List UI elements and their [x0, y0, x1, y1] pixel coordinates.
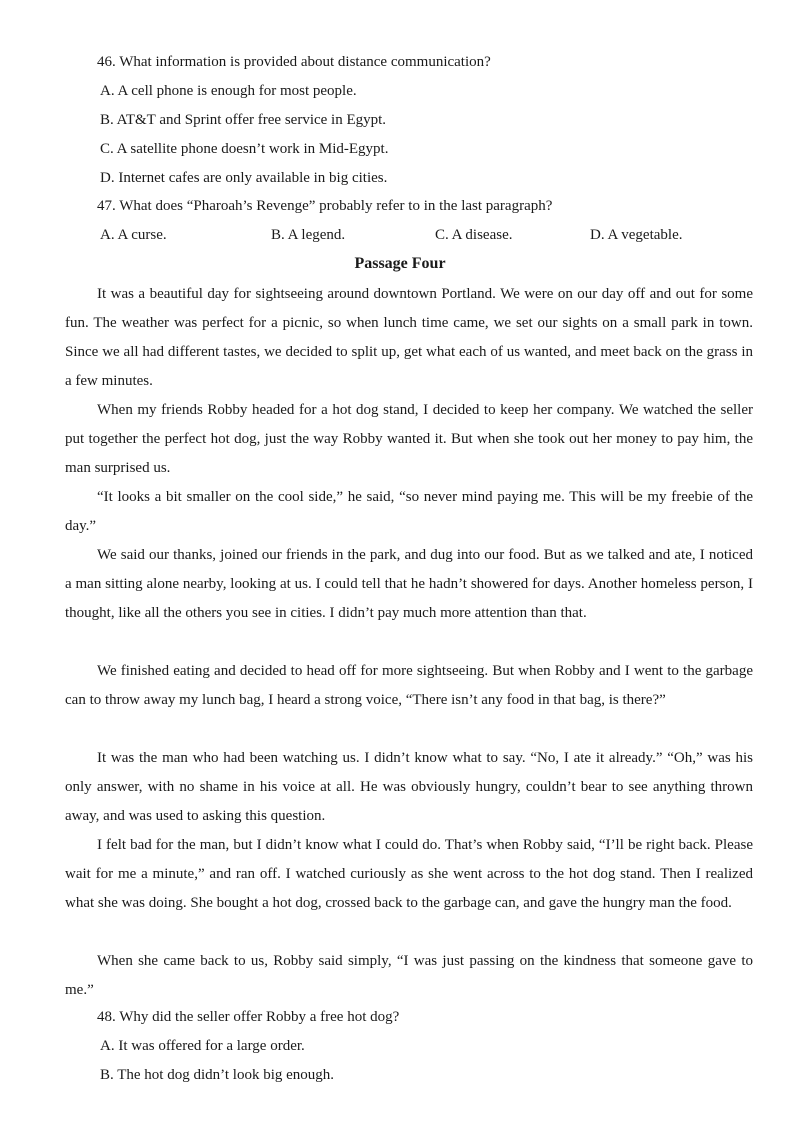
question-47-option-c: C. A disease.	[435, 227, 513, 243]
question-48-stem: 48. Why did the seller offer Robby a free hot dog?	[97, 1009, 400, 1025]
question-47-option-d: D. A vegetable.	[590, 227, 683, 243]
question-46-option-b: B. AT&T and Sprint offer free service in Egypt.	[100, 112, 387, 128]
question-47-stem: 47. What does “Pharoah’s Revenge” probably refer to in the last paragraph?	[97, 198, 553, 214]
passage-paragraph-1: It was a beautiful day for sightseeing around downtown Portland. We were on our day off and out for some fun. The weather was perfect for a picnic, so when lunch time came, we set our sights on a small park in town. Since we all had different tastes, we decided to split up, get what each of us wanted, and meet back on the grass in a few minutes.	[65, 286, 753, 389]
question-48-option-b: B. The hot dog didn’t look big enough.	[100, 1067, 335, 1083]
question-46-option-d: D. Internet cafes are only available in big cities.	[100, 170, 388, 186]
passage-paragraph-2: When my friends Robby headed for a hot dog stand, I decided to keep her company. We watched the seller put together the perfect hot dog, just the way Robby wanted it. But when she took out her money to pay him, the man surprised us.	[65, 402, 753, 476]
question-47-options	[100, 225, 740, 245]
passage-paragraph-4: We said our thanks, joined our friends in the park, and dug into our food. But as we talked and ate, I noticed a man sitting alone nearby, looking at us. I could tell that he hadn’t showered for days. Another homeless person, I thought, like all the others you see in cities. I didn’t pay much more attention than that.	[65, 547, 753, 621]
question-46-stem: 46. What information is provided about distance communication?	[97, 54, 491, 70]
question-48-option-a: A. It was offered for a large order.	[100, 1038, 305, 1054]
question-46-option-c: C. A satellite phone doesn’t work in Mid-Egypt.	[100, 141, 389, 157]
passage-paragraph-3: “It looks a bit smaller on the cool side,” he said, “so never mind paying me. This will be my freebie of the day.”	[65, 489, 753, 534]
passage-paragraph-8: When she came back to us, Robby said simply, “I was just passing on the kindness that someone gave to me.”	[65, 953, 753, 998]
passage-paragraph-6: It was the man who had been watching us. I didn’t know what to say. “No, I ate it already.” “Oh,” was his only answer, with no shame in his voice at all. He was obviously hungry, couldn’t bear to see anything thrown away, and was used to asking this question.	[65, 750, 753, 824]
passage-title: Passage Four	[354, 255, 446, 272]
question-47-option-a: A. A curse.	[100, 227, 167, 243]
question-47-option-b: B. A legend.	[271, 227, 346, 243]
passage-paragraph-7: I felt bad for the man, but I didn’t know what I could do. That’s when Robby said, “I’ll be right back. Please wait for me a minute,” and ran off. I watched curiously as she went across to the hot dog stand. Then I realized what she was doing. She bought a hot dog, crossed back to the garbage can, and gave the hungry man the food.	[65, 837, 753, 911]
question-46-option-a: A. A cell phone is enough for most people.	[100, 83, 357, 99]
passage-paragraph-5: We finished eating and decided to head off for more sightseeing. But when Robby and I went to the garbage can to throw away my lunch bag, I heard a strong voice, “There isn’t any food in that bag, is there?”	[65, 663, 753, 708]
